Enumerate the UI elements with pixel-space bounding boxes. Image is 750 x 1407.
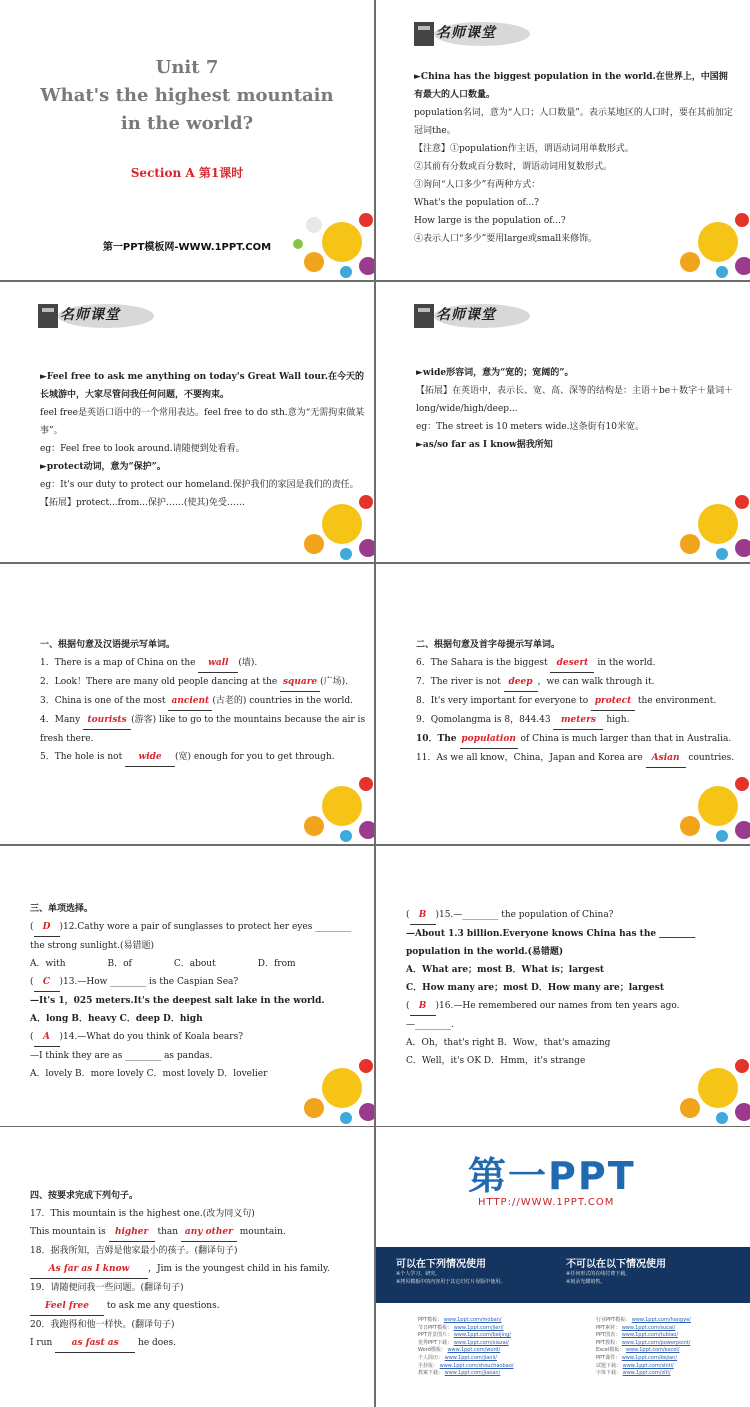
slide-wide[interactable] — [376, 282, 750, 562]
answer-blank[interactable]: Asian — [646, 749, 686, 768]
option[interactable]: B．of — [107, 959, 132, 969]
item-text: of China is much larger than that in Australia. — [517, 734, 732, 744]
link[interactable]: www.1ppt.com/moban/ — [443, 1317, 502, 1323]
answer-blank[interactable]: tourists — [83, 711, 131, 730]
exercise-item — [416, 673, 746, 692]
answer-choice[interactable]: D — [34, 918, 60, 937]
link-row — [596, 1347, 691, 1355]
answer-choice[interactable]: B — [410, 997, 436, 1016]
exercise-heading: 一、根据句意及汉语提示写单词。 — [40, 640, 176, 650]
question-12: ( D )12.Cathy wore a pair of sunglasses to protect her eyes ________ the strong sunlight.(易错题) — [30, 918, 366, 955]
banner-title: 名师课堂 — [436, 307, 496, 323]
text-line: ►Feel free to ask me anything on today's Great Wall tour.在今天的长城游中，大家尽管问我任何问题，不要拘束。 — [40, 372, 364, 400]
text-line: feel free是英语口语中的一个常用表达。feel free to do sth.意为“无需拘束做某事”。 — [40, 408, 365, 436]
answer-blank[interactable]: deep — [504, 673, 538, 692]
question-text: )13.—How ________ is the Caspian Sea? — [59, 977, 239, 987]
answer-blank[interactable]: Feel free — [30, 1297, 104, 1316]
question-text: )14.—What do you think of Koala bears? — [59, 1032, 244, 1042]
item-text: 4．Many — [40, 715, 84, 725]
item-text: than — [154, 1227, 181, 1237]
decorative-circles-icon — [284, 462, 374, 562]
text-line: ②其前有分数或百分数时，谓语动词用复数形式。 — [414, 162, 613, 172]
link-label: PPT教程： — [596, 1339, 621, 1346]
link-label: Word模板： — [418, 1347, 446, 1354]
title-line-1: What's the highest mountain — [40, 85, 334, 106]
links-right — [596, 1317, 691, 1378]
options-row[interactable]: A．long B．heavy C．deep D．high — [30, 1014, 203, 1024]
question-text: 20．我跑得和他一样快。(翻译句子) — [30, 1320, 175, 1330]
link[interactable]: www.1ppt.com/jiaoan/ — [444, 1370, 501, 1377]
item-text: 8．It's very important for everyone to — [416, 696, 591, 706]
exercise-4-body — [30, 1187, 366, 1353]
link-label: Excel模板： — [596, 1347, 625, 1354]
exercise-item — [40, 673, 368, 692]
disallowed-line: ※任何形式的在线付费下载。 — [566, 1271, 631, 1277]
question-text: 17．This mountain is the highest one.(改为同义句) — [30, 1209, 255, 1219]
footer-watermark: 第一PPT模板网-WWW.1PPT.COM — [102, 242, 272, 253]
link-label: PPT图表： — [596, 1332, 621, 1339]
item-text: 9．Qomolangma is 8，844.43 — [416, 715, 554, 725]
text-line: ►protect动词，意为“保护”。 — [40, 462, 166, 472]
answer-blank[interactable]: population — [460, 730, 518, 749]
answer-blank[interactable]: meters — [553, 711, 603, 730]
item-text: ，Jim is the youngest child in his family. — [148, 1264, 330, 1274]
link[interactable]: www.1ppt.com/xiazai/ — [453, 1339, 509, 1346]
link-row — [596, 1317, 691, 1325]
brand-logo: 第一PPT — [468, 1154, 636, 1198]
decorative-circles-icon — [284, 180, 374, 280]
slide-title[interactable] — [0, 0, 374, 280]
item-text: (游客) like to go to the mountains because the air is fresh there. — [40, 715, 366, 744]
item-text: 1．There is a map of China on the — [40, 658, 199, 668]
answer-blank[interactable]: any other — [181, 1223, 237, 1242]
slide-feel-free[interactable] — [0, 282, 374, 562]
link-label: PPT背景图片： — [418, 1332, 453, 1339]
allowed-line: ※拷贝模板中的内容用于其它幻灯片母版中使用。 — [396, 1279, 506, 1285]
allowed-line: ※个人学习、研究。 — [396, 1271, 441, 1277]
item-text: ，we can walk through it. — [537, 677, 655, 687]
title-line-2: in the world? — [120, 113, 254, 134]
text-line: 【拓展】在英语中，表示长、宽、高、深等的结构是：主语＋be＋数字＋量词＋long/wide/high/deep... — [416, 386, 734, 414]
slide-exercise-4[interactable] — [0, 1127, 374, 1407]
question-15: ( B )15.—________ the population of China? — [406, 906, 742, 925]
link-label: 字体下载： — [596, 1370, 622, 1377]
item-text: 11．As we all know，China，Japan and Korea are — [416, 753, 646, 763]
link-row — [418, 1370, 513, 1378]
link[interactable]: www.1ppt.com/tubiao/ — [621, 1332, 679, 1339]
link[interactable]: www.1ppt.com/shiti/ — [622, 1362, 674, 1369]
decorative-circles-icon — [660, 1026, 750, 1126]
exercise-heading: 四、按要求完成下列句子。 — [30, 1191, 139, 1201]
text-line: ►as/so far as I know据我所知 — [416, 440, 553, 450]
decorative-circles-icon — [660, 462, 750, 562]
exercise-item — [416, 654, 746, 673]
question-13: ( C )13.—How ________ is the Caspian Sea? — [30, 973, 366, 992]
allowed-usage — [396, 1255, 505, 1286]
decorative-circles-icon — [660, 744, 750, 844]
answer-line — [30, 1223, 366, 1242]
question-reply: —________. — [406, 1020, 454, 1030]
options-row — [30, 955, 366, 973]
question-text: )16.—He remembered our names from ten years ago. — [435, 1001, 680, 1011]
question-text: )15.—________ the population of China? — [435, 910, 614, 920]
item-text: (墙). — [238, 658, 258, 668]
item-text: (古老的) countries in the world. — [212, 696, 353, 706]
slide-population[interactable] — [376, 0, 750, 280]
item-text: 7．The river is not — [416, 677, 504, 687]
item-text: 10．The — [416, 734, 460, 744]
answer-line — [30, 1297, 366, 1316]
answer-choice[interactable]: A — [34, 1028, 60, 1047]
answer-blank[interactable]: As far as I know — [30, 1260, 148, 1279]
item-text: in the world. — [594, 658, 656, 668]
link-label: 教案下载： — [418, 1370, 444, 1377]
text-line: What's the population of...? — [414, 198, 539, 208]
text-line: eg：The street is 10 meters wide.这条街有10米宽。 — [416, 422, 644, 432]
item-text: to ask me any questions. — [104, 1301, 220, 1311]
link[interactable]: www.1ppt.com/excel/ — [625, 1347, 680, 1354]
text-line: eg：It's our duty to protect our homeland.保护我们的家园是我们的责任。 — [40, 480, 359, 490]
link[interactable]: www.1ppt.com/shouchaobao/ — [439, 1362, 514, 1369]
banner-title: 名师课堂 — [436, 25, 496, 41]
link-row — [418, 1355, 513, 1363]
question-reply: —I think they are as ________ as pandas. — [30, 1051, 213, 1061]
slide-exercise-3-cont[interactable] — [376, 846, 750, 1126]
exercise-item — [416, 692, 746, 711]
link-row — [596, 1370, 691, 1378]
text-line: ④表示人口“多少”要用large或small来修饰。 — [414, 234, 598, 244]
item-text: the environment. — [635, 696, 717, 706]
exercise-item — [40, 711, 368, 748]
link[interactable]: www.1ppt.com/jieri/ — [453, 1324, 504, 1331]
question-reply: —It's 1，025 meters.It's the deepest salt lake in the world. — [30, 996, 325, 1006]
decorative-circles-icon — [284, 1026, 374, 1126]
text-line: ►China has the biggest population in the world.在世界上，中国拥有最大的人口数量。 — [414, 72, 728, 100]
item-text: countries. — [685, 753, 735, 763]
exercise-heading: 二、根据句意及首字母提示写单词。 — [416, 640, 561, 650]
options-row[interactable]: A．lovely B．more lovely C．most lovely D．lovelier — [30, 1069, 268, 1079]
item-text: (宽) enough for you to get through. — [175, 752, 335, 762]
exercise-heading: 三、单项选择。 — [30, 904, 94, 914]
decorative-circles-icon — [284, 744, 374, 844]
item-text: 2．Look！There are many old people dancing at the — [40, 677, 281, 687]
link[interactable]: www.1ppt.com/kejian/ — [621, 1354, 678, 1361]
link[interactable]: www.1ppt.com/sucai/ — [621, 1324, 676, 1331]
link[interactable]: www.1ppt.com/ziti/ — [622, 1370, 671, 1377]
text-line: ③询问“人口多少”有两种方式： — [414, 180, 541, 190]
answer-blank[interactable]: ancient — [168, 692, 212, 711]
answer-blank[interactable]: wall — [198, 654, 238, 673]
answer-line — [30, 1260, 366, 1279]
options-row[interactable]: A．Oh，that's right B．Wow，that's amazing — [406, 1038, 611, 1048]
disallowed-line: ※刻录光碟销售。 — [566, 1279, 606, 1285]
item-text: he does. — [135, 1338, 177, 1348]
answer-blank[interactable]: as fast as — [55, 1334, 135, 1353]
answer-choice[interactable]: B — [410, 906, 436, 925]
question-text: 19．请随便问我一些问题。(翻译句子) — [30, 1283, 184, 1293]
link[interactable]: www.1ppt.com/beijing/ — [453, 1332, 511, 1339]
question-14: ( A )14.—What do you think of Koala bears? — [30, 1028, 366, 1047]
text-line: population名词，意为“人口；人口数量”。表示某地区的人口时，要在其前加定冠词the。 — [414, 108, 733, 136]
item-text: I run — [30, 1338, 56, 1348]
answer-line — [30, 1334, 366, 1353]
link-row — [418, 1347, 513, 1355]
question-text: )12.Cathy wore a pair of sunglasses to protect her eyes ________ the strong sunlight.(易错题) — [30, 922, 352, 951]
link-label: PPT课件： — [596, 1354, 621, 1361]
answer-blank[interactable]: desert — [550, 654, 594, 673]
answer-blank[interactable]: wide — [125, 748, 175, 767]
answer-choice[interactable]: C — [34, 973, 60, 992]
exercise-item — [40, 654, 368, 673]
brand-url[interactable]: HTTP://WWW.1PPT.COM — [478, 1197, 615, 1208]
text-line: 【注意】①population作主语，谓语动词用单数形式。 — [414, 144, 634, 154]
link-label: PPT模板： — [418, 1317, 443, 1323]
link-label: 试题下载： — [596, 1362, 622, 1369]
link-label: PPT素材： — [596, 1324, 621, 1331]
text-line: 【拓展】protect...from...保护……(使其)免受…… — [40, 498, 245, 508]
disallowed-title: 不可以在以下情况使用 — [566, 1259, 666, 1270]
slide4-body — [416, 364, 746, 454]
question-text: 18．据我所知，吉姆是他家最小的孩子。(翻译句子) — [30, 1246, 238, 1256]
allowed-title: 可以在下列情况使用 — [396, 1259, 486, 1270]
link-label: 节日PPT模板： — [418, 1324, 453, 1331]
link[interactable]: www.1ppt.com/powerpoint/ — [621, 1339, 691, 1346]
link-label: 手抄报： — [418, 1362, 439, 1369]
link-row — [418, 1332, 513, 1340]
link-label: 个人简历： — [418, 1354, 444, 1361]
unit-title — [0, 54, 374, 138]
disallowed-usage — [566, 1255, 666, 1286]
item-text: This mountain is — [30, 1227, 109, 1237]
link[interactable]: www.1ppt.com/jianli/ — [444, 1354, 497, 1361]
item-text: 6．The Sahara is the biggest — [416, 658, 551, 668]
item-text: 5．The hole is not — [40, 752, 126, 762]
exercise-item — [40, 692, 368, 711]
link-row — [418, 1317, 513, 1325]
link-row — [596, 1332, 691, 1340]
options-row[interactable]: C．Well，it's OK D．Hmm，it's strange — [406, 1056, 586, 1066]
text-line: ►wide形容词，意为“宽的；宽阔的”。 — [416, 368, 574, 378]
answer-blank[interactable]: higher — [109, 1223, 155, 1242]
option[interactable]: C．about — [173, 959, 216, 969]
link[interactable]: www.1ppt.com/hangye/ — [631, 1317, 691, 1323]
link-label: 行业PPT模板： — [596, 1317, 631, 1323]
link-label: 优秀PPT下载： — [418, 1339, 453, 1346]
item-text: high. — [603, 715, 630, 725]
unit-label: Unit 7 — [155, 57, 219, 78]
link[interactable]: www.1ppt.com/word/ — [447, 1347, 501, 1354]
item-text: 3．China is one of the most — [40, 696, 169, 706]
answer-blank[interactable]: protect — [591, 692, 635, 711]
link-row — [596, 1355, 691, 1363]
option[interactable]: D．from — [257, 959, 296, 969]
text-line: eg：Feel free to look around.请随便到处看看。 — [40, 444, 245, 454]
question-reply: —About 1.3 billion.Everyone knows China has the ________ population in the world.(易错题) — [406, 929, 696, 957]
links-left — [418, 1317, 513, 1378]
options-row[interactable]: A．What are；most B．What is；largest — [406, 965, 605, 975]
question-16: ( B )16.—He remembered our names from ten years ago. — [406, 997, 742, 1016]
exercise-item — [416, 711, 746, 730]
slide-exercise-2[interactable] — [376, 564, 750, 844]
slide-exercise-3[interactable] — [0, 846, 374, 1126]
item-text: (广场). — [320, 677, 348, 687]
slide-credits[interactable] — [376, 1127, 750, 1407]
decorative-circles-icon — [660, 180, 750, 280]
section-label: Section A 第1课时 — [130, 166, 244, 180]
slide-exercise-1[interactable] — [0, 564, 374, 844]
banner-title: 名师课堂 — [60, 307, 120, 323]
text-line: How large is the population of...? — [414, 216, 566, 226]
answer-blank[interactable]: square — [280, 673, 320, 692]
option[interactable]: A．with — [30, 959, 66, 969]
item-text: mountain. — [236, 1227, 286, 1237]
options-row[interactable]: C．How many are；most D．How many are；largest — [406, 983, 664, 993]
usage-banner — [376, 1247, 750, 1303]
